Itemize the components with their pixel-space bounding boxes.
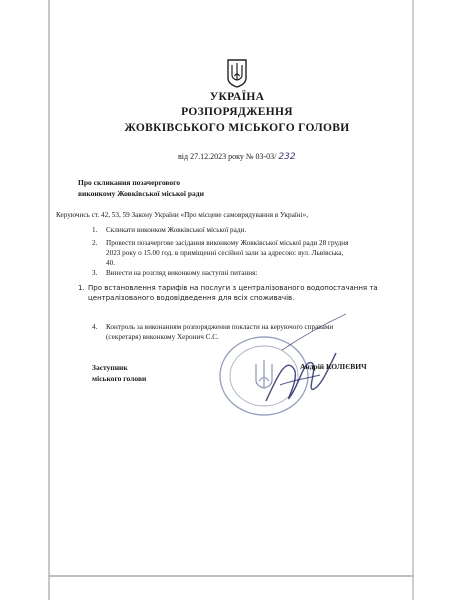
subject-line: Про скликання позачергового <box>78 178 181 187</box>
date-line <box>178 152 296 162</box>
list-item-line: Винести на розгляд виконкому наступні питання: <box>106 269 258 277</box>
page-right-edge <box>412 0 414 600</box>
signatory-title <box>92 362 146 384</box>
list-item-text <box>106 238 348 268</box>
list-item-line: 2023 року о 15.00 год. в приміщенні сесійної зали за адресою: вул. Львівська, <box>106 249 344 257</box>
list-item-text <box>106 268 257 278</box>
header-issuer: ЖОВКІВСЬКОГО МІСЬКОГО ГОЛОВИ <box>124 122 350 134</box>
list-item-line: Скликати виконком Жовківської міської ради. <box>106 226 247 234</box>
subject <box>78 177 278 199</box>
subject-line: виконкому Жовківської міської ради <box>78 189 204 198</box>
header-doc-type: РОЗПОРЯДЖЕННЯ <box>181 106 293 118</box>
handwritten-number: 232 <box>278 152 296 162</box>
list-item-number: 1. <box>78 284 85 292</box>
signatory-name: Андрій КОЛІЄВИЧ <box>300 362 367 371</box>
list-item-text <box>106 225 246 235</box>
list-item-line: 40. <box>106 259 115 267</box>
document-page <box>50 0 412 575</box>
list-item-line: централізованого водовідведення для всіх споживачів. <box>88 294 295 302</box>
signatory-title-line: міського голови <box>92 374 147 383</box>
list-item-line: Про встановлення тарифів на послуги з централізованого водопостачання та <box>88 284 378 292</box>
page-bottom-edge <box>48 575 414 577</box>
trident-emblem-icon <box>226 58 248 88</box>
list-item-number: 4. <box>92 323 98 331</box>
list-item-text <box>88 283 378 303</box>
signatory-title-line: Заступник <box>92 363 128 372</box>
list-item-number: 3. <box>92 269 98 277</box>
handwritten-signature <box>260 335 350 415</box>
list-item-number: 2. <box>92 239 98 247</box>
list-item-line: (секретаря) виконкому Херонич С.С. <box>106 333 219 341</box>
header-country: УКРАЇНА <box>209 91 265 103</box>
list-item-line: Контроль за виконанням розпорядження покласти на керуючого справами <box>106 323 334 331</box>
list-item-line: Провести позачергове засідання виконкому Жовківської міської ради 28 грудня <box>106 239 349 247</box>
preamble: Керуючись ст. 42, 53, 59 Закону України «Про місцеве самоврядування в Україні», <box>56 211 308 219</box>
list-item-number: 1. <box>92 226 98 234</box>
date-line-prefix: від 27.12.2023 року № 03-03/ <box>178 152 277 161</box>
